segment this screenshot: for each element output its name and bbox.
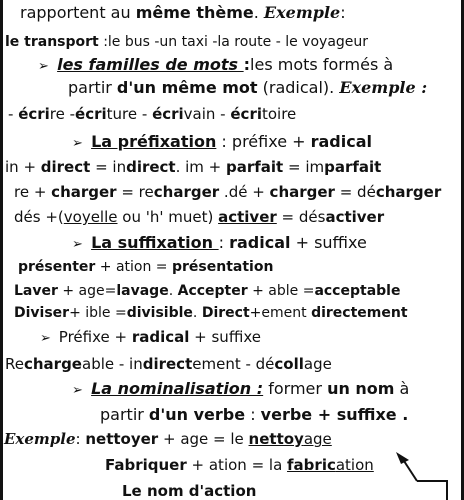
text-line: [8, 105, 296, 123]
text-line: [14, 208, 384, 226]
text-segment: partir: [100, 405, 149, 424]
text-line: [105, 456, 374, 474]
text-segment: vain -: [183, 105, 231, 123]
text-segment: divisible: [126, 305, 193, 321]
text-segment: voyelle: [63, 208, 118, 226]
text-segment: + ible =: [69, 305, 127, 321]
text-line: [5, 355, 332, 373]
text-segment: Direct: [201, 305, 250, 321]
text-segment: = in: [90, 158, 127, 176]
text-segment: Diviser: [14, 305, 70, 321]
text-segment: un nom: [327, 379, 395, 398]
text-segment: La nominalisation :: [91, 379, 264, 398]
text-segment: directement: [311, 305, 408, 321]
text-segment: Fabriquer: [105, 456, 187, 474]
text-segment: .: [253, 3, 264, 22]
text-segment: activer: [325, 208, 385, 226]
text-segment: + ation =: [95, 259, 172, 275]
text-segment: ture -: [106, 105, 153, 123]
text-segment: radical: [229, 233, 291, 252]
text-segment: coll: [274, 355, 304, 373]
text-segment: re -: [49, 105, 76, 123]
text-segment: Exemple :: [339, 78, 428, 97]
text-line: [68, 78, 427, 97]
text-segment: à: [394, 379, 410, 398]
text-line: [5, 158, 381, 176]
text-segment: d'un verbe: [148, 405, 246, 424]
text-segment: écri: [230, 105, 262, 123]
text-segment: écri: [152, 105, 184, 123]
curved-arrow-icon: [395, 447, 455, 500]
text-segment: re +: [14, 183, 52, 201]
text-line: [14, 183, 441, 201]
text-segment: rapportent au: [20, 3, 136, 22]
text-segment: + age=: [57, 283, 117, 299]
text-segment: : préfixe +: [216, 132, 311, 151]
text-segment: écri: [75, 105, 107, 123]
text-line: [72, 379, 409, 398]
text-segment: in +: [5, 158, 41, 176]
text-segment: fabric: [287, 456, 336, 474]
arrow-bullet-icon: ➢: [38, 59, 49, 74]
text-segment: + ation = la: [186, 456, 288, 474]
text-line: [72, 132, 372, 151]
text-segment: + age = le: [158, 430, 249, 448]
text-segment: charger: [153, 183, 220, 201]
text-segment: d'un même mot: [116, 78, 258, 97]
text-segment: Exemple: [4, 430, 76, 448]
text-segment: direct: [40, 158, 91, 176]
text-segment: age: [303, 430, 332, 448]
text-segment: les familles de mots: [57, 55, 244, 74]
text-segment: toire: [261, 105, 297, 123]
arrow-bullet-icon: ➢: [72, 383, 83, 398]
text-segment: + suffixe: [290, 233, 367, 252]
text-line: [100, 405, 408, 424]
text-segment: Accepter: [177, 283, 248, 299]
text-segment: charger: [375, 183, 442, 201]
text-segment: parfait: [324, 158, 382, 176]
text-segment: nettoyer: [85, 430, 159, 448]
text-segment: radical: [131, 328, 190, 346]
text-segment: .dé +: [219, 183, 270, 201]
text-segment: lavage: [116, 283, 169, 299]
text-segment: age: [303, 355, 332, 373]
text-segment: :le bus -un taxi -la route - le voyageur: [98, 34, 369, 50]
text-segment: radical: [310, 132, 372, 151]
text-segment: nettoy: [248, 430, 304, 448]
arrow-bullet-icon: ➢: [72, 136, 83, 151]
text-segment: présentation: [171, 259, 274, 275]
text-segment: direct: [142, 355, 193, 373]
text-segment: (radical).: [257, 78, 340, 97]
text-segment: able - in: [82, 355, 143, 373]
text-line: [40, 328, 261, 346]
text-segment: écri: [18, 105, 50, 123]
text-line: [5, 34, 368, 50]
frame-left-border: [0, 0, 3, 500]
text-segment: Laver: [14, 283, 58, 299]
text-segment: présenter: [18, 259, 96, 275]
text-line: [4, 430, 332, 448]
text-segment: le transport: [5, 34, 99, 50]
text-segment: :: [340, 3, 346, 22]
text-segment: direct: [126, 158, 176, 176]
text-line: [38, 55, 393, 74]
text-line: [72, 233, 367, 252]
text-segment: former: [263, 379, 328, 398]
text-segment: + able =: [247, 283, 315, 299]
text-segment: + suffixe: [189, 328, 261, 346]
text-segment: :: [245, 405, 261, 424]
text-segment: Le nom d'action: [122, 482, 257, 500]
text-segment: ation: [335, 456, 374, 474]
text-segment: charge: [23, 355, 82, 373]
text-segment: les mots formés à: [250, 55, 394, 74]
text-segment: ement - dé: [192, 355, 275, 373]
text-segment: Exemple: [263, 3, 341, 22]
text-segment: verbe + suffixe .: [260, 405, 409, 424]
text-segment: parfait: [226, 158, 284, 176]
arrow-bullet-icon: ➢: [72, 237, 83, 252]
text-segment: .: [192, 305, 202, 321]
text-segment: = re: [116, 183, 154, 201]
text-segment: charger: [269, 183, 335, 201]
text-segment: partir: [68, 78, 117, 97]
text-segment: La préfixation: [91, 132, 217, 151]
text-line: [14, 283, 400, 299]
text-segment: = dé: [334, 183, 376, 201]
text-segment: Re: [5, 355, 24, 373]
text-segment: :: [75, 430, 86, 448]
text-segment: -: [8, 105, 19, 123]
text-line: [122, 482, 256, 500]
text-segment: La suffixation: [91, 233, 219, 252]
text-segment: .: [168, 283, 178, 299]
text-segment: même thème: [135, 3, 254, 22]
text-segment: +ement: [249, 305, 312, 321]
text-segment: charger: [51, 183, 117, 201]
text-segment: :: [243, 55, 251, 74]
text-line: [20, 3, 346, 22]
text-line: [14, 305, 408, 321]
text-segment: . im +: [175, 158, 227, 176]
text-line: [18, 259, 273, 275]
text-segment: acceptable: [314, 283, 401, 299]
text-segment: :: [218, 233, 230, 252]
text-segment: = dés: [276, 208, 326, 226]
arrow-bullet-icon: ➢: [40, 331, 51, 346]
text-segment: ou 'h' muet): [117, 208, 219, 226]
text-segment: Préfixe +: [58, 328, 132, 346]
text-segment: activer: [218, 208, 277, 226]
text-segment: dés +(: [14, 208, 64, 226]
text-segment: = im: [283, 158, 325, 176]
